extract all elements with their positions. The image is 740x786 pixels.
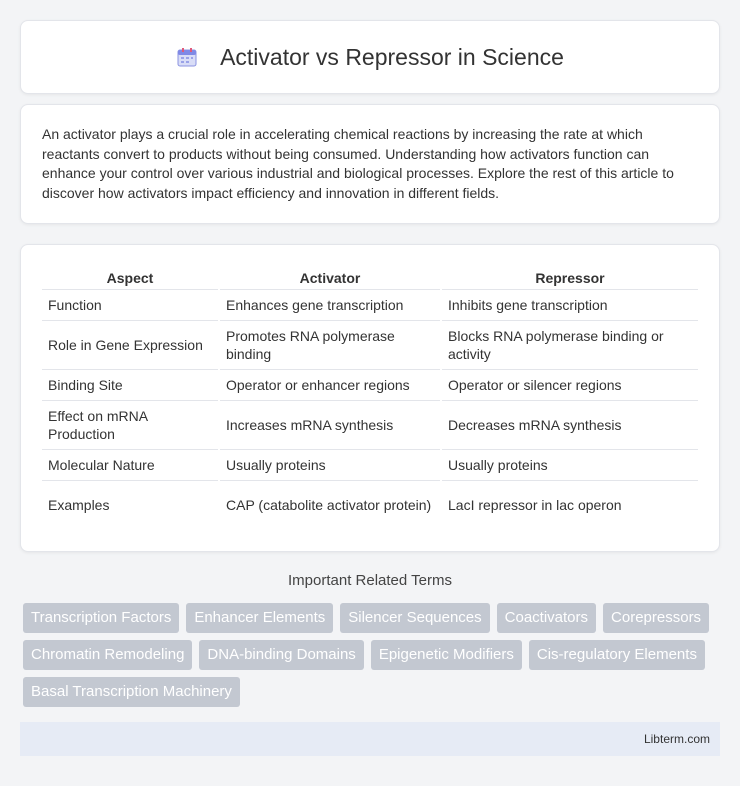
related-terms-list — [23, 603, 723, 714]
related-term-tag[interactable]: DNA-binding Domains — [199, 640, 363, 670]
table-cell: Role in Gene Expression — [42, 321, 219, 370]
table-row — [42, 370, 698, 401]
table-cell: Operator or silencer regions — [441, 370, 698, 401]
column-header: Activator — [219, 265, 441, 290]
comparison-table — [42, 265, 698, 530]
table-row — [42, 450, 698, 481]
table-row — [42, 481, 698, 530]
column-header: Repressor — [535, 270, 605, 286]
table-cell: Decreases mRNA synthesis — [441, 401, 698, 450]
table-row — [42, 290, 698, 321]
table-cell: Molecular Nature — [42, 450, 219, 481]
related-term-tag[interactable]: Coactivators — [497, 603, 596, 633]
table-row — [42, 401, 698, 450]
table-cell: Inhibits gene transcription — [441, 290, 698, 321]
header-card — [20, 20, 720, 94]
comparison-card — [20, 244, 720, 552]
table-cell: Function — [42, 290, 219, 321]
related-terms-heading: Important Related Terms — [288, 572, 452, 589]
table-cell: CAP (catabolite activator protein) — [219, 481, 441, 530]
table-cell: Effect on mRNA Production — [42, 401, 219, 450]
table-cell: Operator or enhancer regions — [219, 370, 441, 401]
calendar-icon — [176, 46, 198, 68]
table-cell: Examples — [42, 481, 219, 530]
table-cell: Usually proteins — [219, 450, 441, 481]
table-cell: LacI repressor in lac operon — [441, 481, 698, 530]
related-term-tag[interactable]: Epigenetic Modifiers — [371, 640, 522, 670]
related-term-tag[interactable]: Enhancer Elements — [186, 603, 333, 633]
table-cell: Usually proteins — [441, 450, 698, 481]
table-cell: Blocks RNA polymerase binding or activity — [441, 321, 698, 370]
column-header: Aspect — [42, 265, 219, 290]
table-header-row — [42, 265, 698, 290]
related-term-tag[interactable]: Basal Transcription Machinery — [23, 677, 240, 707]
table-cell: Promotes RNA polymerase binding — [219, 321, 441, 370]
footer-site-link[interactable]: Libterm.com — [643, 732, 710, 746]
page-title: Activator vs Repressor in Science — [220, 43, 564, 70]
table-row — [42, 321, 698, 370]
table-cell: Binding Site — [42, 370, 219, 401]
intro-text: An activator plays a crucial role in accelerating chemical reactions by increasing the rate at which reactants convert to products without being consumed. Understanding how activators function can enhance your control over various industrial and biological processes. Explore the rest of this article to discover how activators impact efficiency and innovation in different fields. — [42, 126, 674, 201]
table-cell: Increases mRNA synthesis — [219, 401, 441, 450]
related-term-tag[interactable]: Chromatin Remodeling — [23, 640, 192, 670]
table-cell: Enhances gene transcription — [219, 290, 441, 321]
related-term-tag[interactable]: Corepressors — [603, 603, 709, 633]
related-term-tag[interactable]: Silencer Sequences — [340, 603, 489, 633]
footer — [20, 722, 720, 756]
related-term-tag[interactable]: Transcription Factors — [23, 603, 179, 633]
intro-card — [20, 104, 720, 224]
related-term-tag[interactable]: Cis-regulatory Elements — [529, 640, 705, 670]
